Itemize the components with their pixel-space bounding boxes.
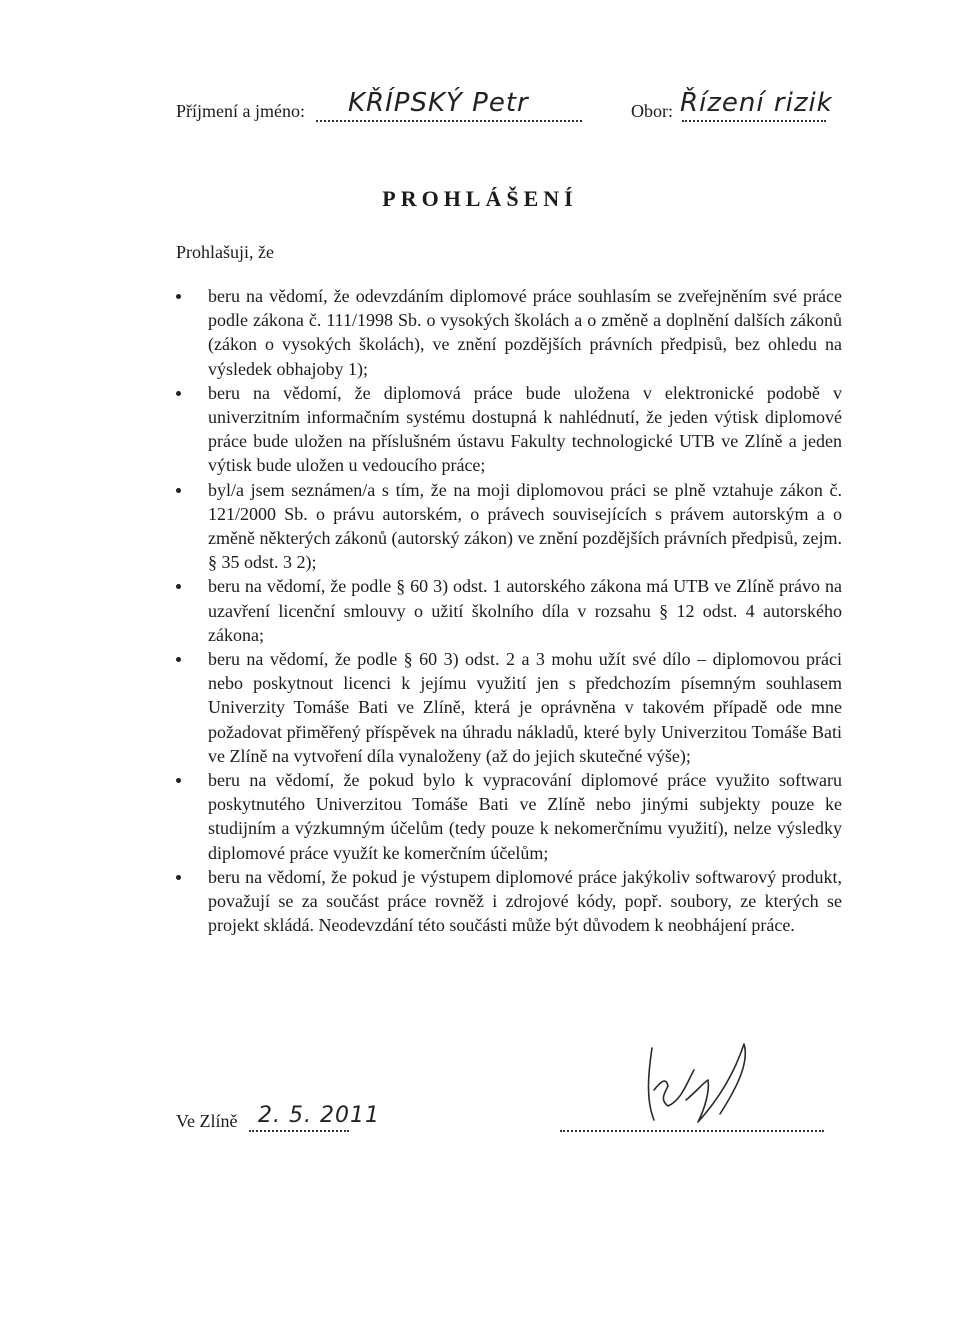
- handwritten-name: KŘÍPSKÝ Petr: [348, 88, 529, 118]
- date-dotted-line: [249, 1129, 349, 1132]
- list-item-text: beru na vědomí, že odevzdáním diplomové práce souhlasím se zveřejněním své práce podle zákona č. 111/1998 Sb. o vysokých školách a o změně a doplnění dalších zákonů (zákon o vysokých školách), ve znění pozdějších právních předpisů, bez ohledu na výsledek obhajoby 1);: [208, 286, 842, 379]
- handwritten-field: Řízení rizik: [680, 88, 833, 118]
- place-label: Ve Zlíně: [176, 1111, 238, 1131]
- list-item: [176, 768, 842, 865]
- list-item: [176, 478, 842, 575]
- list-item-text: beru na vědomí, že podle § 60 3) odst. 2 a 3 mohu užít své dílo – diplomovou práci nebo poskytnout licenci k jejímu využití jen s předchozím písemným souhlasem Univerzity Tomáše Bati ve Zlíně, která je oprávněna v takovém případě ode mne požadovat přiměřený příspěvek na úhradu nákladů, které byly Univerzitou Tomáše Bati ve Zlíně na vytvoření díla vynaloženy (až do jejich skutečné výše);: [208, 649, 842, 766]
- list-item: [176, 647, 842, 768]
- bullet-icon: [176, 488, 181, 493]
- list-item-text: beru na vědomí, že pokud bylo k vypracování diplomové práce využito softwaru poskytnutého Univerzitou Tomáše Bati ve Zlíně nebo jinými subjekty pouze ke studijním a výzkumným účelům (tedy pouze k nekomerčnímu využití), nelze výsledky diplomové práce využít ke komerčním účelům;: [208, 770, 842, 863]
- list-item: [176, 574, 842, 647]
- list-item: [176, 284, 842, 381]
- signature: [638, 1030, 758, 1130]
- list-item-text: beru na vědomí, že podle § 60 3) odst. 1 autorského zákona má UTB ve Zlíně právo na uzavření licenční smlouvy o užití školního díla v rozsahu § 12 odst. 4 autorského zákona;: [208, 576, 842, 645]
- page-title: PROHLÁŠENÍ: [382, 186, 578, 211]
- list-item-text: byl/a jsem seznámen/a s tím, že na moji diplomovou práci se plně vztahuje zákon č. 121/2000 Sb. o právu autorském, o právech souvisejících s právem autorským a o změně některých zákonů (autorský zákon) ve znění pozdějších právních předpisů, zejm. § 35 odst. 3 2);: [208, 479, 842, 573]
- intro-text: Prohlašuji, že: [176, 242, 274, 262]
- field-dotted-line: [682, 119, 826, 122]
- handwritten-date: 2. 5. 2011: [258, 1103, 380, 1128]
- bullet-icon: [176, 391, 181, 396]
- header-row: [176, 84, 856, 132]
- field-label: Obor:: [631, 101, 673, 121]
- bullet-icon: [176, 294, 181, 299]
- list-item-text: beru na vědomí, že pokud je výstupem diplomové práce jakýkoliv softwarový produkt, považují se za součást práce rovněž i zdrojové kódy, popř. soubory, ze kterých se projekt skládá. Neodevzdání této součásti může být důvodem k neobhájení práce.: [208, 866, 842, 936]
- bullet-icon: [176, 875, 181, 880]
- name-label: Příjmení a jméno:: [176, 101, 305, 121]
- name-dotted-line: [316, 119, 582, 122]
- declaration-list: [176, 284, 842, 937]
- signature-footer: [176, 1080, 856, 1140]
- bullet-icon: [176, 657, 181, 662]
- list-item-text: beru na vědomí, že diplomová práce bude uložena v elektronické podobě v univerzitním informačním systému dostupná k nahlédnutí, že jeden výtisk diplomové práce bude uložen na příslušném ústavu Fakulty technologické UTB ve Zlíně a jeden výtisk bude uložen u vedoucího práce;: [208, 382, 842, 476]
- bullet-icon: [176, 778, 181, 783]
- list-item: [176, 381, 842, 478]
- list-item: [176, 865, 842, 938]
- bullet-icon: [176, 584, 181, 589]
